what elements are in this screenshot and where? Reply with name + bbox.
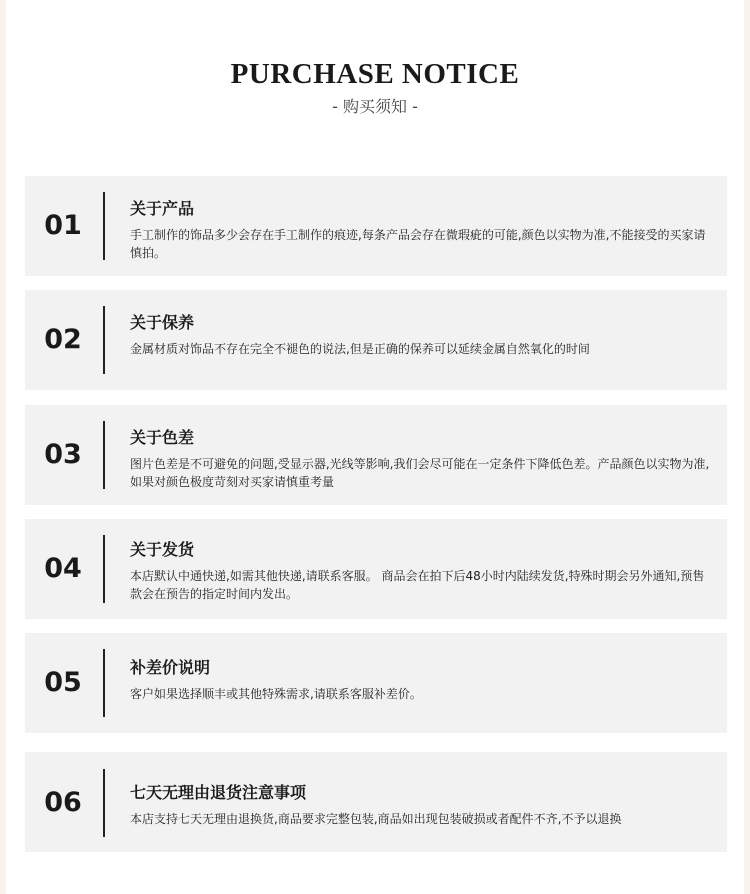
- notice-number: 04: [44, 553, 82, 584]
- notice-body: 图片色差是不可避免的问题,受显示器,光线等影响,我们会尽可能在一定条件下降低色差。产品颜色以实物为准,如果对颜色极度苛刻对买家请慎重考量: [130, 457, 710, 489]
- notice-body: 客户如果选择顺丰或其他特殊需求,请联系客服补差价。: [130, 687, 422, 701]
- notice-card-03: [25, 405, 727, 505]
- notice-card-06: [25, 752, 727, 852]
- notice-content: [130, 312, 713, 358]
- notice-body: 手工制作的饰品多少会存在手工制作的痕迹,每条产品会存在微瑕疵的可能,颜色以实物为准,不能接受的买家请慎拍。: [130, 228, 706, 260]
- page-subtitle: - 购买须知 -: [332, 97, 418, 116]
- notice-body: 本店默认中通快递,如需其他快递,请联系客服。 商品会在拍下后48小时内陆续发货,特殊时期会另外通知,预售款会在预告的指定时间内发出。: [130, 569, 705, 601]
- notice-divider: [103, 192, 105, 260]
- notice-number: 02: [44, 324, 82, 355]
- notice-content: [130, 198, 713, 262]
- notice-content: [130, 539, 713, 603]
- notice-heading: 关于产品: [130, 199, 195, 218]
- page-edge-left: [0, 0, 6, 894]
- page-title: PURCHASE NOTICE: [230, 58, 520, 90]
- notice-number: 05: [44, 667, 82, 698]
- notice-card-02: [25, 290, 727, 390]
- notice-heading: 关于色差: [130, 428, 195, 447]
- notice-body: 本店支持七天无理由退换货,商品要求完整包装,商品如出现包装破损或者配件不齐,不予以退换: [130, 812, 622, 826]
- notice-number: 06: [44, 787, 82, 818]
- notice-heading: 关于保养: [130, 313, 195, 332]
- notice-content: [130, 657, 713, 703]
- notice-heading: 补差价说明: [130, 658, 211, 677]
- notice-divider: [103, 649, 105, 717]
- notice-card-04: [25, 519, 727, 619]
- page-edge-right: [744, 0, 750, 894]
- notice-divider: [103, 769, 105, 837]
- notice-number: 03: [44, 439, 82, 470]
- notice-heading: 关于发货: [130, 540, 195, 559]
- notice-divider: [103, 535, 105, 603]
- notice-heading: 七天无理由退货注意事项: [130, 783, 307, 802]
- notice-divider: [103, 306, 105, 374]
- notice-number: 01: [44, 210, 82, 241]
- notice-card-01: [25, 176, 727, 276]
- notice-body: 金属材质对饰品不存在完全不褪色的说法,但是正确的保养可以延续金属自然氧化的时间: [130, 342, 590, 356]
- header: [0, 54, 750, 118]
- notice-card-05: [25, 633, 727, 733]
- notice-content: [130, 427, 713, 491]
- notice-content: [130, 782, 713, 828]
- notice-divider: [103, 421, 105, 489]
